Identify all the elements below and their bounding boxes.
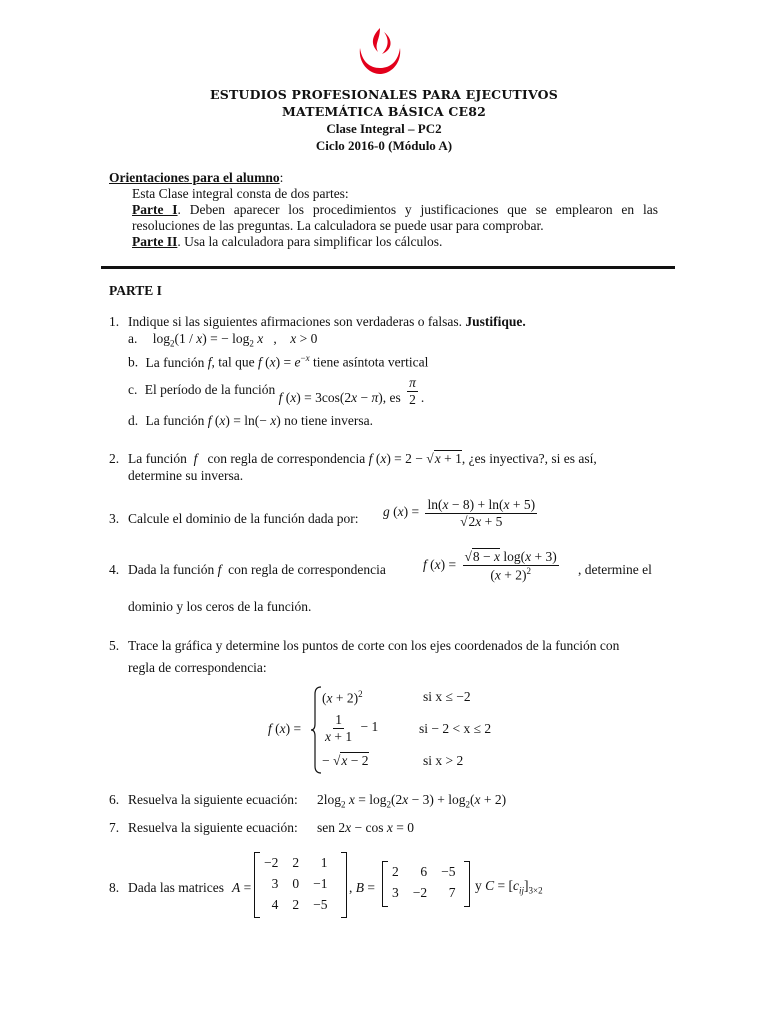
orientaciones-title: Orientaciones para el alumno: (109, 170, 284, 185)
parte-ii-instructions: Parte II. Usa la calculadora para simplificar los cálculos. (132, 234, 443, 249)
q5-case-3: − √x − 2 (322, 753, 369, 768)
matrix-a-right-bracket (341, 852, 347, 918)
upc-flame-logo-icon (354, 22, 406, 78)
q1-c: c. El período de la función f (x) = 3cos(2x − π), es $\frac{\pi}{2}$ . (128, 375, 425, 407)
q4-text-end: , determine el (578, 562, 652, 577)
q1-b: b. La función f, tal que f $(x) = e^{-x}$ tiene asíntota vertical (128, 353, 429, 370)
matrix-b-right-bracket (464, 861, 470, 907)
header-line-3: Clase Integral – PC2 (326, 121, 442, 136)
q1-d: d. La función f (x) = ln(− x) no tiene inversa. (128, 413, 373, 428)
q7-text: Resuelva la siguiente ecuación: (128, 820, 298, 835)
q4-num: 4. (109, 562, 120, 577)
q2-text-2: determine su inversa. (128, 468, 244, 483)
q6-formula: $2\log_2$ $x = \log_2(2x - 3) + \log_2(x + 2)$ (317, 792, 507, 810)
q5-case-1: $(x + 2)^2$ (322, 689, 363, 706)
q5-f-label: f (x) = (268, 721, 302, 736)
q1-a: a. $\log_2(1 / x)$ = − $\log_2 x$ , x > 0 (128, 331, 318, 349)
q5-text: Trace la gráfica y determine los puntos de corte con los ejes coordenados de la función con (128, 638, 620, 653)
header-line-4: Ciclo 2016-0 (Módulo A) (315, 138, 453, 153)
q5-cond-2: si − 2 < x ≤ 2 (419, 721, 492, 736)
header-line-2: MATEMÁTICA BÁSICA CE82 (281, 104, 487, 119)
q6-text: Resuelva la siguiente ecuación: (128, 792, 298, 807)
q7-formula: sen 2x − cos x = 0 (317, 820, 414, 835)
q3-num: 3. (109, 511, 120, 526)
matrix-a: −2 2 1 3 0 −1 4 2 −5 (264, 855, 328, 912)
q3-text: Calcule el dominio de la función dada por: (128, 511, 359, 526)
parte-i-title: PARTE I (109, 283, 162, 298)
q7-num: 7. (109, 820, 120, 835)
q1-text: Indique si las siguientes afirmaciones son verdaderas o falsas. Justifique. (128, 314, 526, 329)
q3-formula: g (x) = $\frac{\ln(x - 8) + \ln(x + 5)}{√2x + 5}$ (383, 497, 536, 529)
matrix-b: 2 6 −5 3 −2 7 (392, 864, 456, 900)
q4-text-2: dominio y los ceros de la función. (128, 599, 312, 614)
q6-num: 6. (109, 792, 120, 807)
q1-num: 1. (109, 314, 120, 329)
q2-num: 2. (109, 451, 120, 466)
q5-cond-3: si x > 2 (423, 753, 464, 768)
q4-text: Dada la función f con regla de correspondencia (128, 562, 386, 577)
q5-case-2: $\frac{1}{x + 1}$ − 1 (325, 712, 379, 744)
header-line-1: ESTUDIOS PROFESIONALES PARA EJECUTIVOS (210, 87, 558, 102)
q4-formula: f (x) = $\frac{\text{√8 − x log(x + 3)}}{(x + 2)^2}$ (423, 549, 557, 583)
q8-num: 8. (109, 880, 120, 895)
orientaciones-intro: Esta Clase integral consta de dos partes: (132, 186, 349, 201)
matrix-c-definition: y $C = [c_{ij}]_{3\times 2}$ (475, 878, 543, 896)
section-divider (101, 266, 675, 269)
q5-text-2: regla de correspondencia: (128, 660, 267, 675)
matrix-a-label: A = (232, 880, 252, 895)
q5-cond-1: si x ≤ −2 (423, 689, 471, 704)
q2-text: La función f con regla de correspondencia f (x) = 2 − √x + 1, ¿es inyectiva?, si es así, (128, 451, 597, 466)
q5-num: 5. (109, 638, 120, 653)
q8-text: Dada las matrices (128, 880, 224, 895)
parte-i-instructions: Parte I. Deben aparecer los procedimientos y justificaciones que se emplearon en las resoluciones de las preguntas. La calculadora se puede usar para comprobar. (132, 202, 658, 233)
matrix-b-label: , B = (349, 880, 375, 895)
